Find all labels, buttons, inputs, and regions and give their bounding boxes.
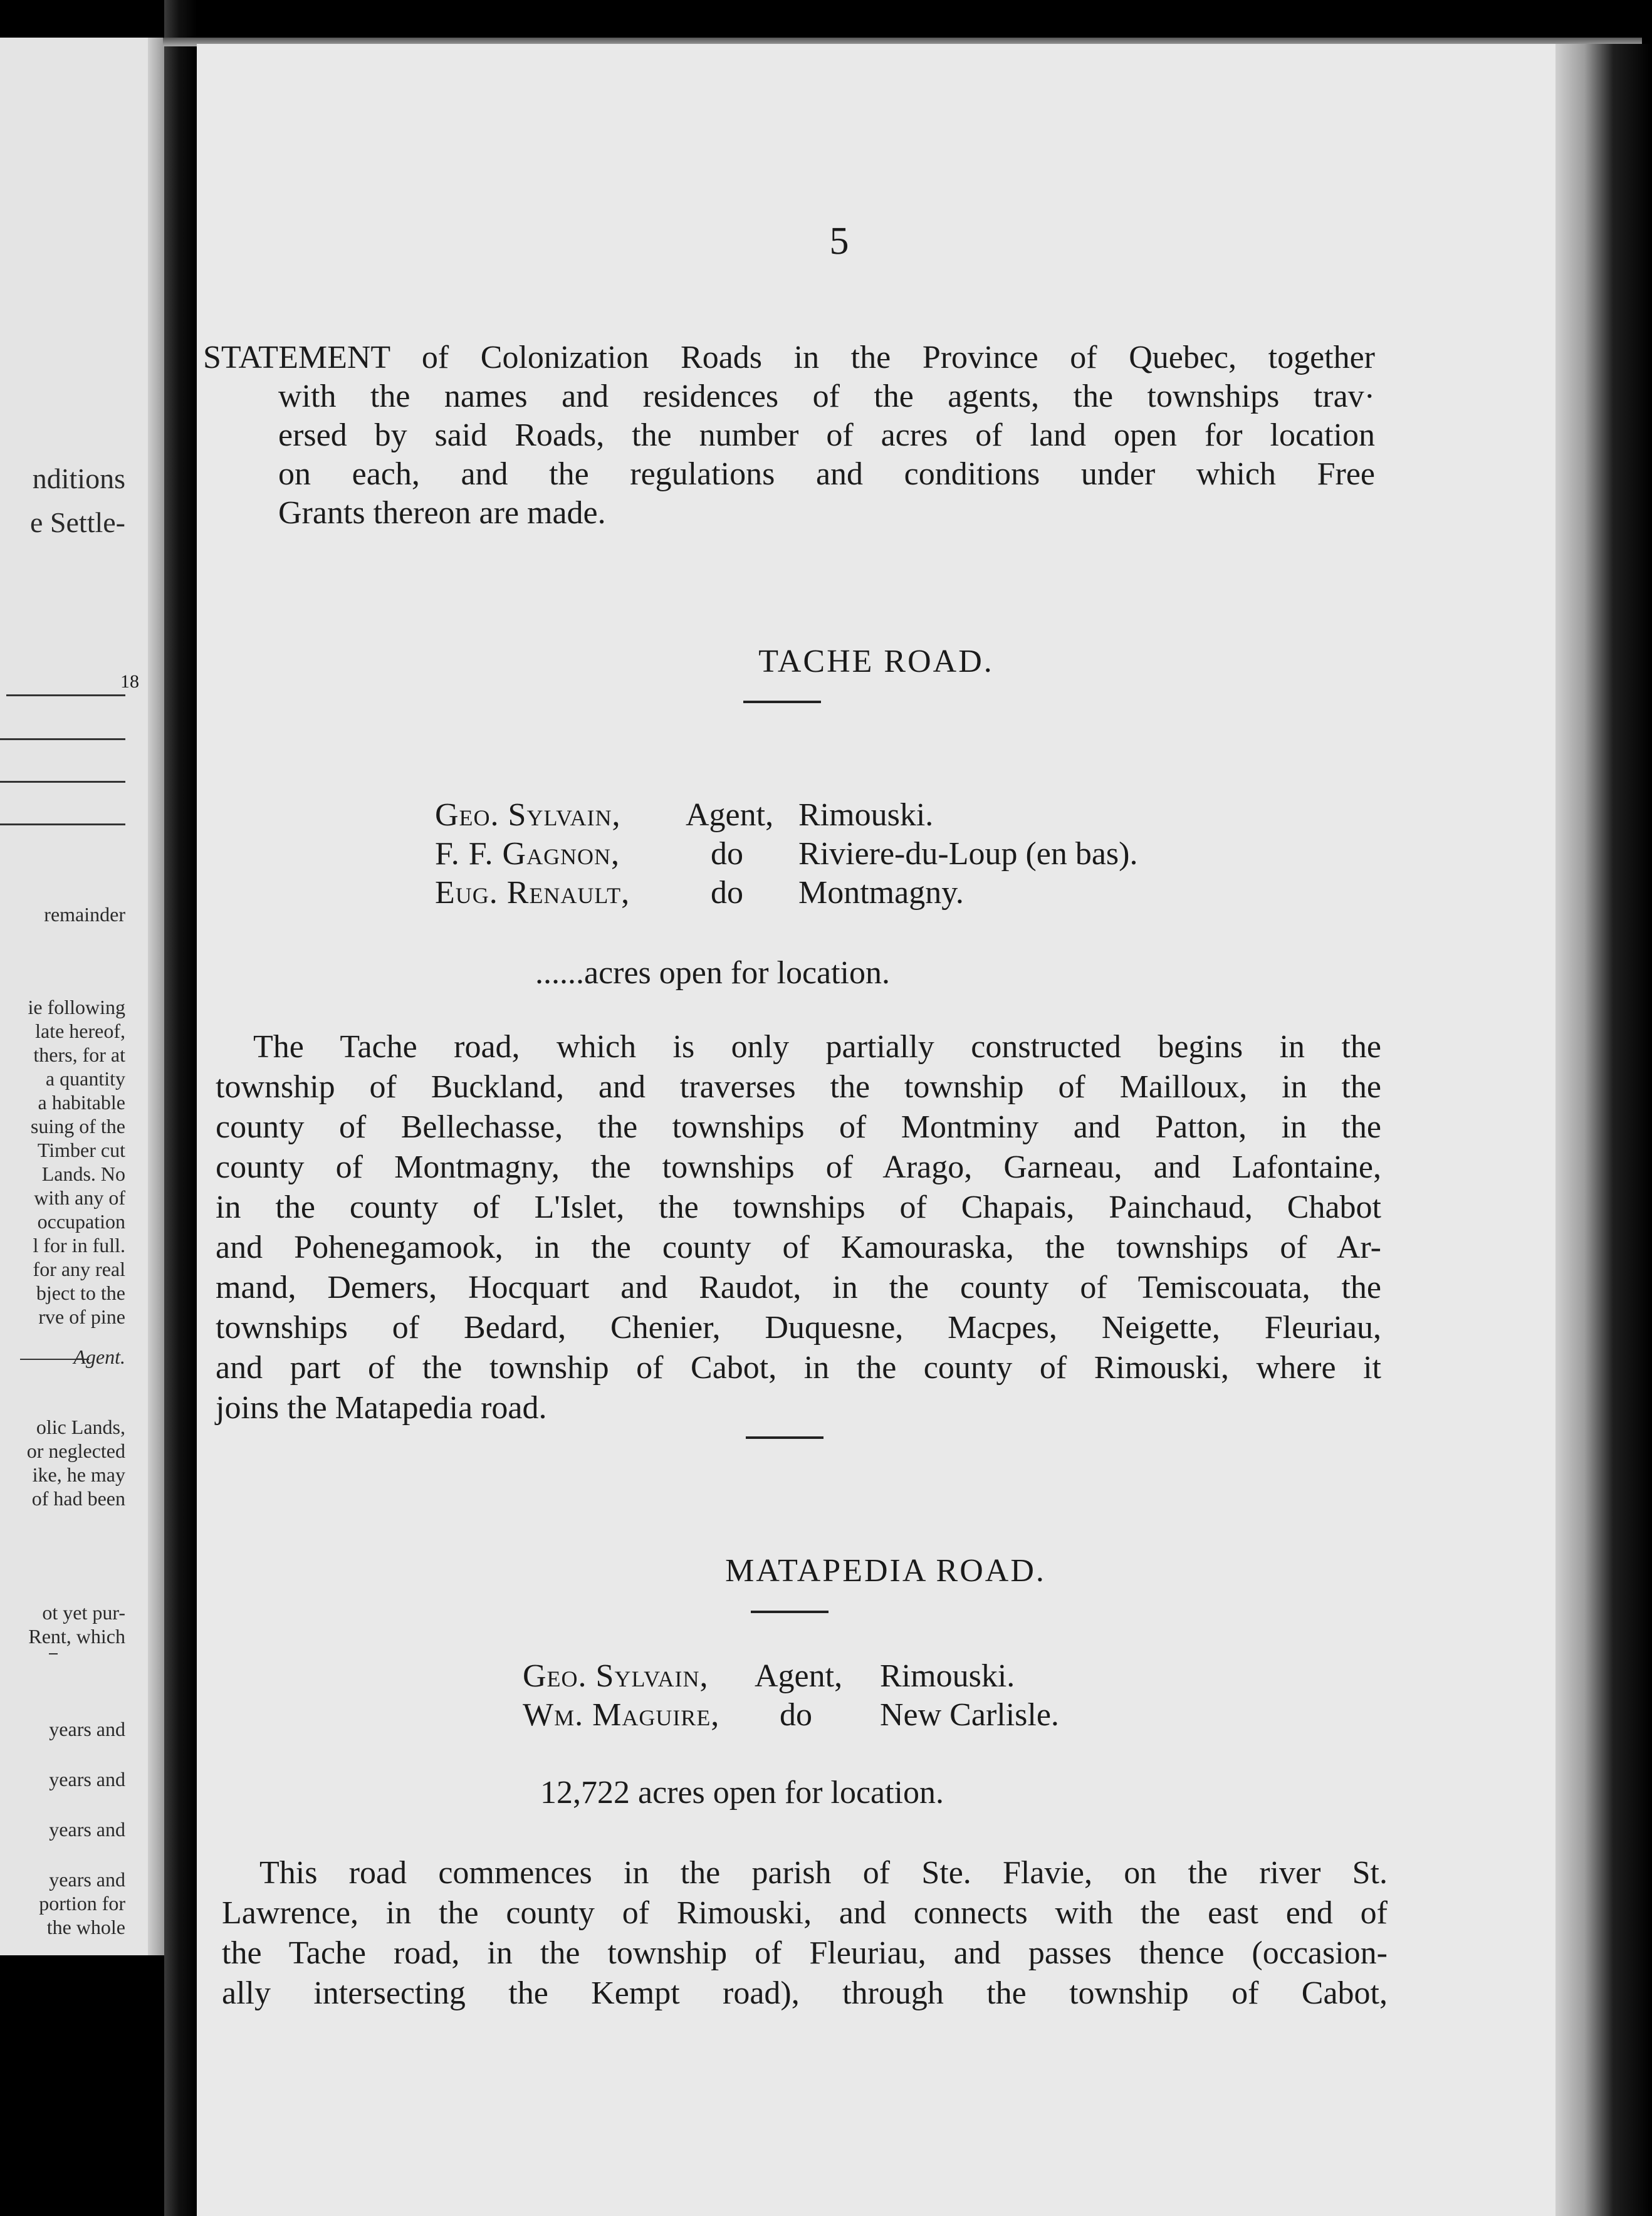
agent-name: Geo. Sylvain, (523, 1658, 709, 1694)
agent-role: Agent, (755, 1658, 843, 1694)
facing-page-line: a quantity (45, 1067, 125, 1090)
facing-page-line: the whole (46, 1916, 125, 1938)
page-right-edge (1555, 44, 1652, 2216)
intro-line: on each, and the regulations and conditions under which Free (278, 456, 1375, 492)
facing-page-line: years and (49, 1868, 125, 1891)
facing-page-line: ie following (28, 996, 125, 1018)
facing-page-line: years and (49, 1818, 125, 1841)
intro-line: Grants thereon are made. (278, 495, 606, 531)
facing-page-line: years and (49, 1768, 125, 1790)
paragraph-line: Lawrence, in the county of Rimouski, and connects with the east end of (222, 1895, 1388, 1931)
facing-page-line: remainder (44, 903, 125, 926)
intro-statement (203, 338, 1375, 533)
section-rule (743, 701, 821, 703)
paragraph-line: the Tache road, in the township of Fleuriau, and passes thence (occasion- (222, 1935, 1388, 1971)
paragraph-line: This road commences in the parish of Ste. Flavie, on the river St. (259, 1855, 1388, 1891)
facing-page-line: e Settle- (30, 506, 125, 538)
page-number: 5 (829, 220, 849, 263)
facing-page-line: thers, for at (33, 1043, 125, 1066)
paragraph-line: joins the Matapedia road. (216, 1390, 547, 1426)
intro-line: with the names and residences of the agents, the townships trav· (278, 379, 1375, 414)
intro-line: ersed by said Roads, the number of acres of land open for location (278, 417, 1375, 453)
facing-page-line: occupation (37, 1210, 125, 1233)
agent-row (435, 835, 1137, 874)
agent-place: New Carlisle. (880, 1697, 1059, 1733)
facing-page-line: Agent. (73, 1346, 125, 1368)
facing-page-rule (0, 823, 125, 825)
agent-place: Riviere-du-Loup (en bas). (798, 836, 1138, 872)
facing-page-fragment (0, 38, 164, 1955)
document-page (197, 44, 1555, 2216)
paragraph-line: county of Montmagny, the townships of Arago, Garneau, and Lafontaine, (216, 1149, 1381, 1185)
agent-place: Montmagny. (798, 875, 964, 911)
agent-name: Eug. Renault, (435, 875, 630, 911)
agent-row (435, 796, 933, 835)
facing-page-line: or neglected (26, 1440, 125, 1462)
facing-page-line: portion for (39, 1892, 125, 1915)
acres-open-text: ......acres open for location. (535, 955, 891, 991)
facing-page-line: ot yet pur- (42, 1601, 125, 1624)
section-rule (751, 1611, 829, 1613)
agent-row (523, 1657, 1015, 1696)
paragraph-line: county of Bellechasse, the townships of Montminy and Patton, in the (216, 1109, 1381, 1145)
page-edge (148, 38, 164, 1955)
paragraph-line: township of Buckland, and traverses the township of Mailloux, in the (216, 1069, 1381, 1105)
paragraph-line: The Tache road, which is only partially constructed begins in the (253, 1029, 1381, 1065)
agent-place: Rimouski. (880, 1658, 1015, 1694)
facing-page-line: a habitable (38, 1091, 125, 1114)
facing-page-line: of had been (31, 1487, 125, 1510)
facing-page-line: Rent, which (28, 1625, 125, 1648)
paragraph-line: mand, Demers, Hocquart and Raudot, in the county of Temiscouata, the (216, 1270, 1381, 1305)
facing-page-rule (6, 694, 125, 696)
intro-line: STATEMENT of Colonization Roads in the Province of Quebec, together (203, 340, 1375, 375)
paragraph-line: ally intersecting the Kempt road), through the township of Cabot, (222, 1975, 1388, 2011)
facing-page-line: late hereof, (35, 1020, 125, 1042)
section-heading-matapedia-road: MATAPEDIA ROAD. (725, 1553, 1046, 1589)
facing-page-line: for any real (33, 1258, 125, 1280)
facing-page-line: nditions (32, 463, 125, 494)
section-heading-tache-road: TACHE ROAD. (758, 644, 994, 679)
facing-page-line: with any of (34, 1186, 125, 1209)
facing-page-line: Timber cut (37, 1139, 125, 1161)
agent-place: Rimouski. (798, 797, 934, 833)
facing-page-line: Lands. No (41, 1163, 125, 1185)
section-divider-rule (746, 1436, 823, 1439)
matapedia-road-description (222, 1854, 1388, 2014)
facing-page-rule (0, 781, 125, 783)
agent-name: Geo. Sylvain, (435, 797, 621, 833)
facing-page-rule (0, 738, 125, 740)
facing-page-line: l for in full. (33, 1234, 125, 1257)
facing-page-line: years and (49, 1718, 125, 1740)
tache-road-description (216, 1028, 1381, 1429)
paragraph-line: in the county of L'Islet, the townships of Chapais, Painchaud, Chabot (216, 1189, 1381, 1225)
facing-page-line: 18 (120, 671, 139, 692)
binding-gutter (164, 0, 197, 2216)
facing-page-line: suing of the (30, 1115, 125, 1137)
agent-name: Wm. Maguire, (523, 1697, 720, 1733)
paragraph-line: and Pohenegamook, in the county of Kamouraska, the townships of Ar- (216, 1230, 1381, 1265)
acres-open-text: 12,722 acres open for location. (540, 1775, 944, 1811)
facing-page-rule (49, 1653, 58, 1654)
facing-page-line: olic Lands, (36, 1416, 125, 1438)
agent-row (523, 1696, 1059, 1735)
facing-page-line: rve of pine (38, 1305, 125, 1328)
agent-role: do (711, 836, 743, 872)
agent-row (435, 874, 964, 912)
facing-page-line: bject to the (36, 1282, 125, 1304)
agent-name: F. F. Gagnon, (435, 836, 620, 872)
paragraph-line: and part of the township of Cabot, in the county of Rimouski, where it (216, 1350, 1381, 1386)
agent-role: do (780, 1697, 812, 1733)
paragraph-line: townships of Bedard, Chenier, Duquesne, Macpes, Neigette, Fleuriau, (216, 1310, 1381, 1346)
facing-page-line: ike, he may (32, 1463, 125, 1486)
agent-role: Agent, (686, 797, 774, 833)
agent-role: do (711, 875, 743, 911)
